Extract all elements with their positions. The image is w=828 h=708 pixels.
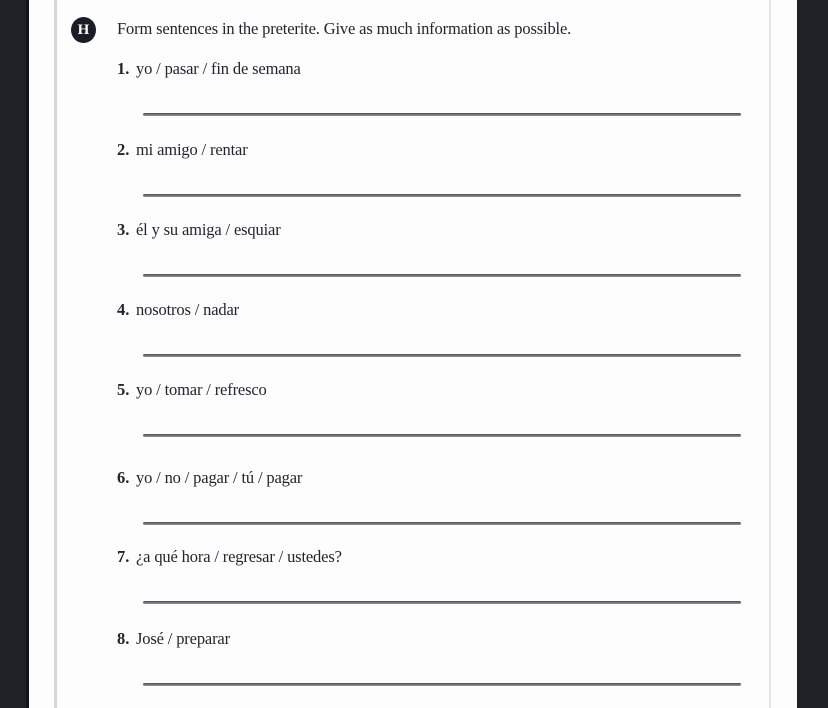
item-number: 5.	[117, 380, 130, 399]
exercise-item	[29, 628, 797, 698]
item-prompt: nosotros / nadar	[136, 300, 239, 319]
item-number: 4.	[117, 300, 130, 319]
answer-blank-line	[143, 683, 741, 686]
exercise-item	[29, 299, 797, 369]
answer-blank-line	[143, 113, 741, 116]
item-prompt: ¿a qué hora / regresar / ustedes?	[136, 547, 342, 566]
item-number: 6.	[117, 468, 130, 487]
answer-blank-line	[143, 601, 741, 604]
exercise-item	[29, 467, 797, 537]
exercise-items	[29, 0, 797, 708]
exercise-item	[29, 219, 797, 289]
answer-blank-line	[143, 194, 741, 197]
answer-blank-line	[143, 274, 741, 277]
exercise-item	[29, 379, 797, 449]
answer-blank-line	[143, 522, 741, 525]
answer-blank-line	[143, 434, 741, 437]
exercise-item	[29, 139, 797, 209]
worksheet-page	[29, 0, 797, 708]
item-prompt: yo / no / pagar / tú / pagar	[136, 468, 303, 487]
item-number: 1.	[117, 59, 130, 78]
item-number: 7.	[117, 547, 130, 566]
exercise-item	[29, 546, 797, 616]
item-number: 3.	[117, 220, 130, 239]
item-prompt: mi amigo / rentar	[136, 140, 248, 159]
instruction-text: Form sentences in the preterite. Give as much information as possible.	[117, 19, 572, 38]
section-marker-badge: H	[71, 17, 96, 43]
item-prompt: José / preparar	[136, 629, 230, 648]
item-prompt: él y su amiga / esquiar	[136, 220, 281, 239]
item-prompt: yo / tomar / refresco	[136, 380, 267, 399]
item-number: 8.	[117, 629, 130, 648]
item-number: 2.	[117, 140, 130, 159]
item-prompt: yo / pasar / fin de semana	[136, 59, 301, 78]
exercise-item	[29, 58, 797, 128]
answer-blank-line	[143, 354, 741, 357]
